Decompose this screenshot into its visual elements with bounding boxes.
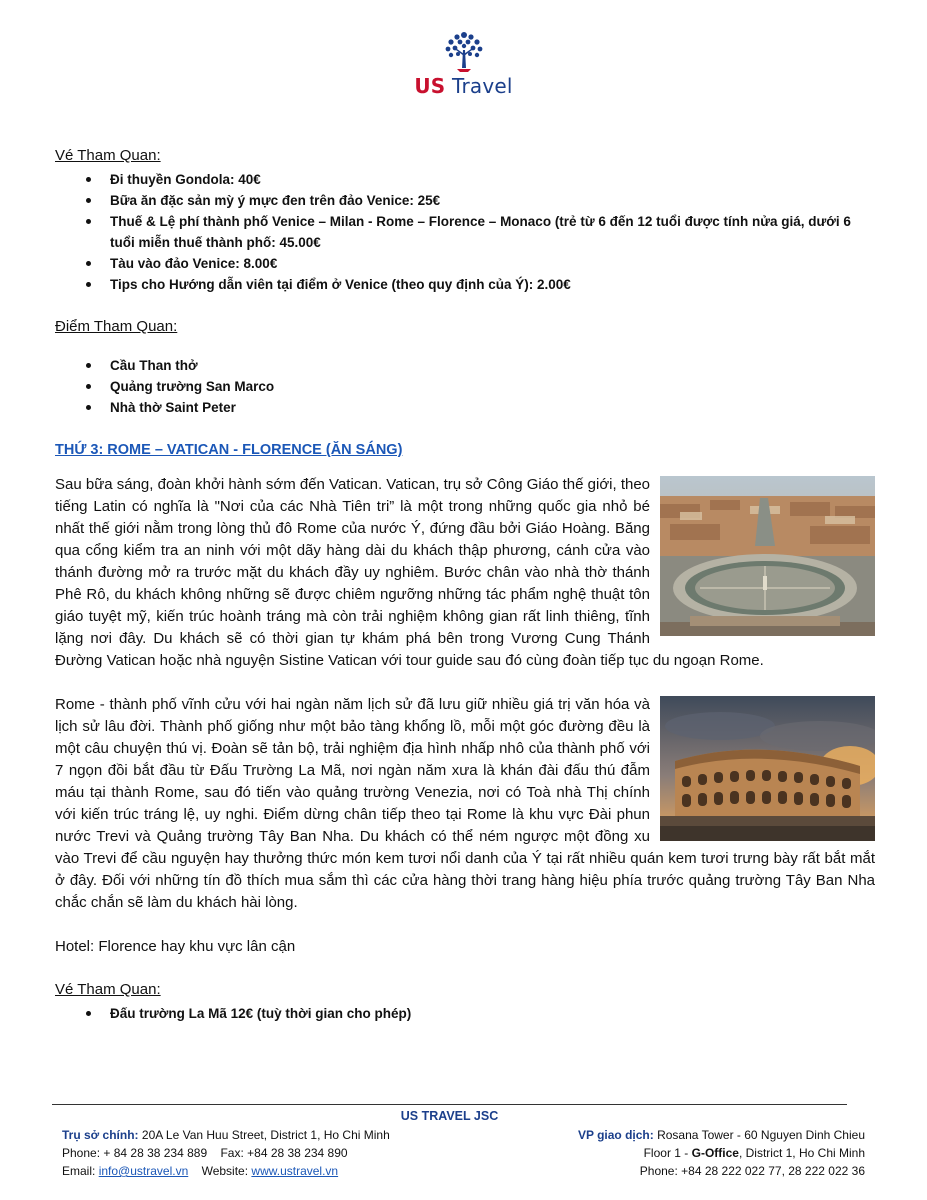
list-item: Cầu Than thở: [110, 355, 875, 376]
logo-us: US: [414, 74, 446, 98]
list-item: Quảng trường San Marco: [110, 376, 875, 397]
vatican-square-photo: [660, 476, 875, 636]
floor-suffix: , District 1, Ho Chi Minh: [738, 1146, 865, 1160]
colosseum-photo: [660, 696, 875, 841]
office-label: VP giao dịch:: [577, 1128, 654, 1142]
hq-label: Trụ sở chính:: [62, 1128, 139, 1142]
list-item: Đi thuyền Gondola: 40€: [110, 169, 875, 190]
website-label: Website:: [201, 1164, 249, 1178]
email-label: Email:: [62, 1164, 96, 1178]
day3-tickets-heading: Vé Tham Quan:: [55, 981, 161, 998]
list-item: Nhà thờ Saint Peter: [110, 397, 875, 418]
attractions-list: [55, 355, 875, 418]
list-item: Tips cho Hướng dẫn viên tại điểm ở Venice (theo quy định của Ý): 2.00€: [110, 274, 875, 295]
day3-paragraph-2: Rome - thành phố vĩnh cửu với hai ngàn năm lịch sử đã lưu giữ nhiều giá trị văn hóa và lịch sử lâu đời. Thành phố giống như một bảo tàng khổng lồ, mỗi một góc đường đều là một câu chuyện thú vị. Đoàn sẽ tản bộ, trải nghiệm địa hình nhấp nhô của thành phố với 7 ngọn đồi bắt đầu từ Đấu Trường La Mã, nơi ngàn năm xưa là khán đài đấu thú đẫm máu tại thành Rome, sau đó tiến vào quảng trường Venezia, nơi có Toà nhà Thị chính với kiến trúc tráng lệ, uy nghi. Điểm dừng chân tiếp theo tại Rome là khu vực Đài phun nước Trevi và Quảng trường Tây Ban Nha. Du khách có thể ném ngược một đồng xu vào Trevi để cầu nguyện hay thưởng thức món kem tươi nổi danh của Ý tại rất nhiều quán kem tươi trưng bày rất bắt mắt ở đây. Đối với những tín đồ thích mua sắm thì các cửa hàng thời trang hàng hiệu phía trước quảng trường Tây Ban Nha chắc chắn sẽ làm du khách hài lòng.: [55, 696, 875, 911]
office-phone: Phone: +84 28 222 022 77, 28 222 022 36: [639, 1164, 865, 1178]
tree-logo-icon: [441, 28, 487, 74]
tickets-list: [55, 169, 875, 295]
list-item: Thuế & Lệ phí thành phố Venice – Milan - Rome – Florence – Monaco (trẻ từ 6 đến 12 tuổi được tính nửa giá, dưới 6 tuổi miễn thuế thành phố: 45.00€: [110, 211, 875, 253]
floor-prefix: Floor 1 -: [643, 1146, 689, 1160]
floor-bold: G-Office: [691, 1146, 739, 1160]
company-logo: [0, 28, 927, 98]
hq-address: 20A Le Van Huu Street, District 1, Ho Chi Minh: [141, 1128, 390, 1142]
website-link[interactable]: www.ustravel.vn: [251, 1164, 339, 1178]
day3-title: THỨ 3: ROME – VATICAN - FLORENCE (ĂN SÁNG): [55, 442, 403, 458]
footer-head-office: [62, 1126, 390, 1180]
hotel-line: Hotel: Florence hay khu vực lân cận: [55, 938, 296, 955]
list-item: Tàu vào đảo Venice: 8.00€: [110, 253, 875, 274]
attractions-heading: Điểm Tham Quan:: [55, 318, 178, 335]
logo-travel: Travel: [451, 74, 513, 98]
list-item: Bữa ăn đặc sản mỳ ý mực đen trên đảo Venice: 25€: [110, 190, 875, 211]
office-address: Rosana Tower - 60 Nguyen Dinh Chieu: [657, 1128, 865, 1142]
tickets-heading: Vé Tham Quan:: [55, 147, 161, 164]
logo-wordmark: [0, 74, 927, 98]
list-item: Đấu trường La Mã 12€ (tuỳ thời gian cho phép): [110, 1003, 875, 1024]
hq-phone-fax: Phone: + 84 28 38 234 889 Fax: +84 28 38 234 890: [62, 1146, 348, 1160]
day3-paragraph-1: Sau bữa sáng, đoàn khởi hành sớm đến Vatican. Vatican, trụ sở Công Giáo thế giới, theo tiếng Latin có nghĩa là "Nơi của các Nhà Tiên tri” là một trong những quốc gia nhỏ bé nhất thế giới nằm trong lòng thủ đô Rome của nước Ý, đứng đầu bởi Giáo Hoàng. Băng qua cổng kiểm tra an ninh với một dãy hàng dài du khách thập phương, cánh cửa vào thánh đường mở ra trước mặt du khách đầy uy nghiêm. Bước chân vào nhà thờ thánh Phê Rô, du khách không những sẽ được chiêm ngưỡng những tác phẩm nghệ thuật tôn giáo tuyệt mỹ, kiến trúc hoành tráng mà còn trải nghiệm không gian rất linh thiêng, tĩnh lặng nơi đây. Du khách sẽ có thời gian tự khám phá bên trong Vương Cung Thánh Đường Vatican hoặc nhà nguyện Sistine Vatican với tour guide sau đó cùng đoàn tiếp tục du ngoạn Rome.: [55, 476, 764, 669]
document-body: [55, 146, 875, 1024]
footer-branch-office: [578, 1126, 865, 1180]
footer-company: US TRAVEL JSC: [400, 1109, 499, 1123]
page-footer: [52, 1104, 865, 1184]
day3-tickets-list: [55, 1003, 875, 1024]
email-link[interactable]: info@ustravel.vn: [98, 1164, 189, 1178]
